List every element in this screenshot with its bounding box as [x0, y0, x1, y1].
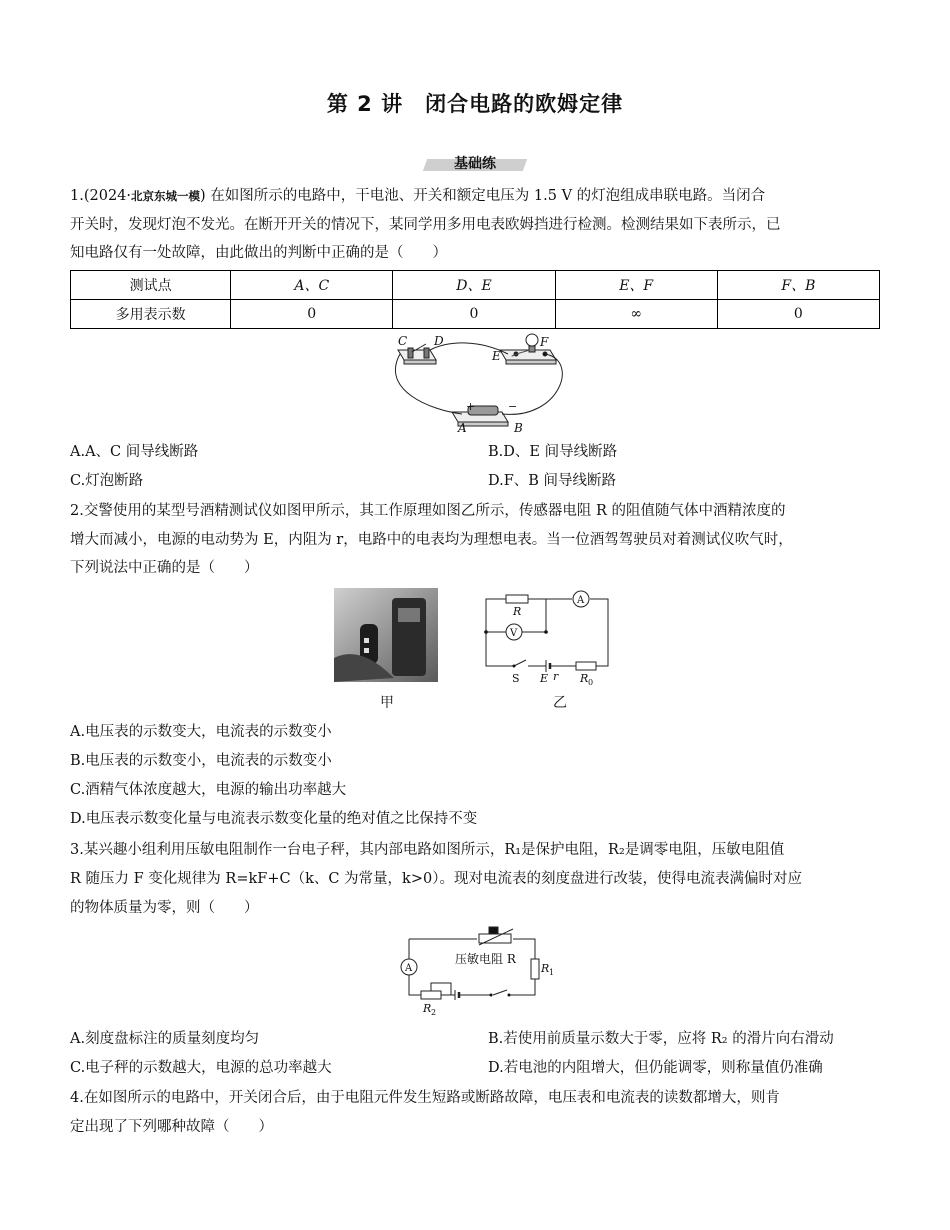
- q3-option-c[interactable]: C.电子秤的示数越大，电源的总功率越大: [70, 1060, 332, 1076]
- table-header-cell: F、B: [717, 271, 879, 300]
- q2-option-b[interactable]: B.电压表的示数变小，电流表的示数变小: [70, 753, 332, 769]
- q2-line-3: 下列说法中正确的是（ ）: [70, 560, 259, 576]
- q3-circuit-figure: [395, 925, 560, 1017]
- q1-option-a[interactable]: A.A、C 间导线断路: [70, 444, 199, 460]
- q3-option-b[interactable]: B.若使用前质量示数大于零，应将 R₂ 的滑片向右滑动: [488, 1031, 834, 1047]
- q1-source-year: (2024·: [83, 188, 132, 204]
- q1-label-minus: −: [508, 400, 518, 413]
- q3-option-d[interactable]: D.若电池的内阻增大，但仍能调零，则称量值仍准确: [488, 1060, 823, 1076]
- q1-option-c[interactable]: C.灯泡断路: [70, 473, 144, 489]
- q1-label-plus: +: [466, 400, 476, 413]
- q2-label-r: R: [513, 605, 522, 618]
- q4-line-1: 4.在如图所示的电路中，开关闭合后，由于电阻元件发生短路或断路故障，电压表和电流表的读数都增大，则肯: [70, 1090, 780, 1106]
- q2-caption-b: 乙: [553, 695, 567, 711]
- q1-label-b: B: [514, 421, 523, 435]
- q1-source-close: ): [200, 188, 206, 204]
- section-label-text: 基础练: [454, 156, 496, 172]
- q2-caption-a: 甲: [380, 695, 394, 711]
- q1-label-c: C: [398, 334, 408, 348]
- table-cell: 多用表示数: [71, 300, 231, 329]
- q1-line-3: 知电路仅有一处故障，由此做出的判断中正确的是（ ）: [70, 245, 447, 261]
- table-header-cell: D、E: [393, 271, 555, 300]
- q3-label-r1: R: [541, 962, 550, 975]
- q2-label-internal-r: r: [553, 670, 559, 683]
- q2-voltmeter-label: V: [510, 628, 518, 639]
- q1-data-table: [70, 270, 880, 329]
- q2-line-1: 2.交警使用的某型号酒精测试仪如图甲所示，其工作原理如图乙所示，传感器电阻 R 的阻值随气体中酒精浓度的: [70, 503, 786, 519]
- q1-number: 1.: [70, 188, 84, 204]
- q2-ammeter-label: A: [577, 595, 585, 606]
- q1-text-1: 在如图所示的电路中，干电池、开关和额定电压为 1.5 V 的灯泡组成串联电路。当闭合: [210, 188, 766, 204]
- q3-line-2: R 随压力 F 变化规律为 R=kF+C（k、C 为常量，k>0）。现对电流表的刻度盘进行改装，使得电流表满偏时对应: [70, 871, 802, 887]
- q2-option-d[interactable]: D.电压表示数变化量与电流表示数变化量的绝对值之比保持不变: [70, 811, 478, 827]
- q1-label-a: A: [458, 421, 467, 435]
- q1-line-2: 开关时，发现灯泡不发光。在断开开关的情况下，某同学用多用电表欧姆挡进行检测。检测结果如下表所示，已: [70, 217, 781, 233]
- q3-label-r2: R: [423, 1002, 432, 1015]
- q2-label-r0: R: [580, 672, 589, 685]
- page-title: 第 2 讲 闭合电路的欧姆定律: [326, 92, 624, 116]
- q2-option-c[interactable]: C.酒精气体浓度越大，电源的输出功率越大: [70, 782, 347, 798]
- table-header-cell: 测试点: [71, 271, 231, 300]
- q2-label-s: S: [512, 672, 520, 685]
- table-cell: ∞: [555, 300, 717, 329]
- q1-source-name: 北京东城一模: [131, 189, 201, 203]
- table-row: [71, 300, 880, 329]
- q2-option-a[interactable]: A.电压表的示数变大，电流表的示数变小: [70, 724, 332, 740]
- q3-line-3: 的物体质量为零，则（ ）: [70, 900, 259, 916]
- q3-option-a[interactable]: A.刻度盘标注的质量刻度均匀: [70, 1031, 260, 1047]
- table-cell: 0: [231, 300, 393, 329]
- table-row: [71, 271, 880, 300]
- q4-line-2: 定出现了下列哪种故障（ ）: [70, 1119, 273, 1135]
- section-label: [425, 153, 525, 175]
- q2-label-r0-subscript: 0: [588, 678, 594, 687]
- q1-label-e: E: [492, 349, 501, 363]
- q3-label-r2-subscript: 2: [431, 1008, 437, 1017]
- q2-line-2: 增大而减小，电源的电动势为 E，内阻为 r，电路中的电表均为理想电表。当一位酒驾驾驶员对着测试仪吹气时，: [70, 532, 793, 548]
- q1-circuit-figure: [390, 330, 570, 435]
- q1-line-1: [70, 186, 765, 206]
- q2-circuit-figure: [478, 586, 618, 688]
- table-cell: 0: [717, 300, 879, 329]
- q1-label-d: D: [434, 334, 444, 348]
- q1-option-b[interactable]: B.D、E 间导线断路: [488, 444, 618, 460]
- table-header-cell: A、C: [231, 271, 393, 300]
- q3-label-r1-subscript: 1: [549, 968, 555, 977]
- q3-sensor-label: 压敏电阻 R: [455, 952, 516, 966]
- q1-label-f: F: [540, 335, 549, 349]
- q3-line-1: 3.某兴趣小组利用压敏电阻制作一台电子秤，其内部电路如图所示，R₁是保护电阻，R₂是调零电阻，压敏电阻值: [70, 842, 785, 858]
- q2-label-e: E: [540, 672, 549, 685]
- table-cell: 0: [393, 300, 555, 329]
- q3-ammeter-label: A: [405, 963, 413, 974]
- q2-photo-breathalyzer: [334, 588, 438, 682]
- q1-option-d[interactable]: D.F、B 间导线断路: [488, 473, 617, 489]
- table-header-cell: E、F: [555, 271, 717, 300]
